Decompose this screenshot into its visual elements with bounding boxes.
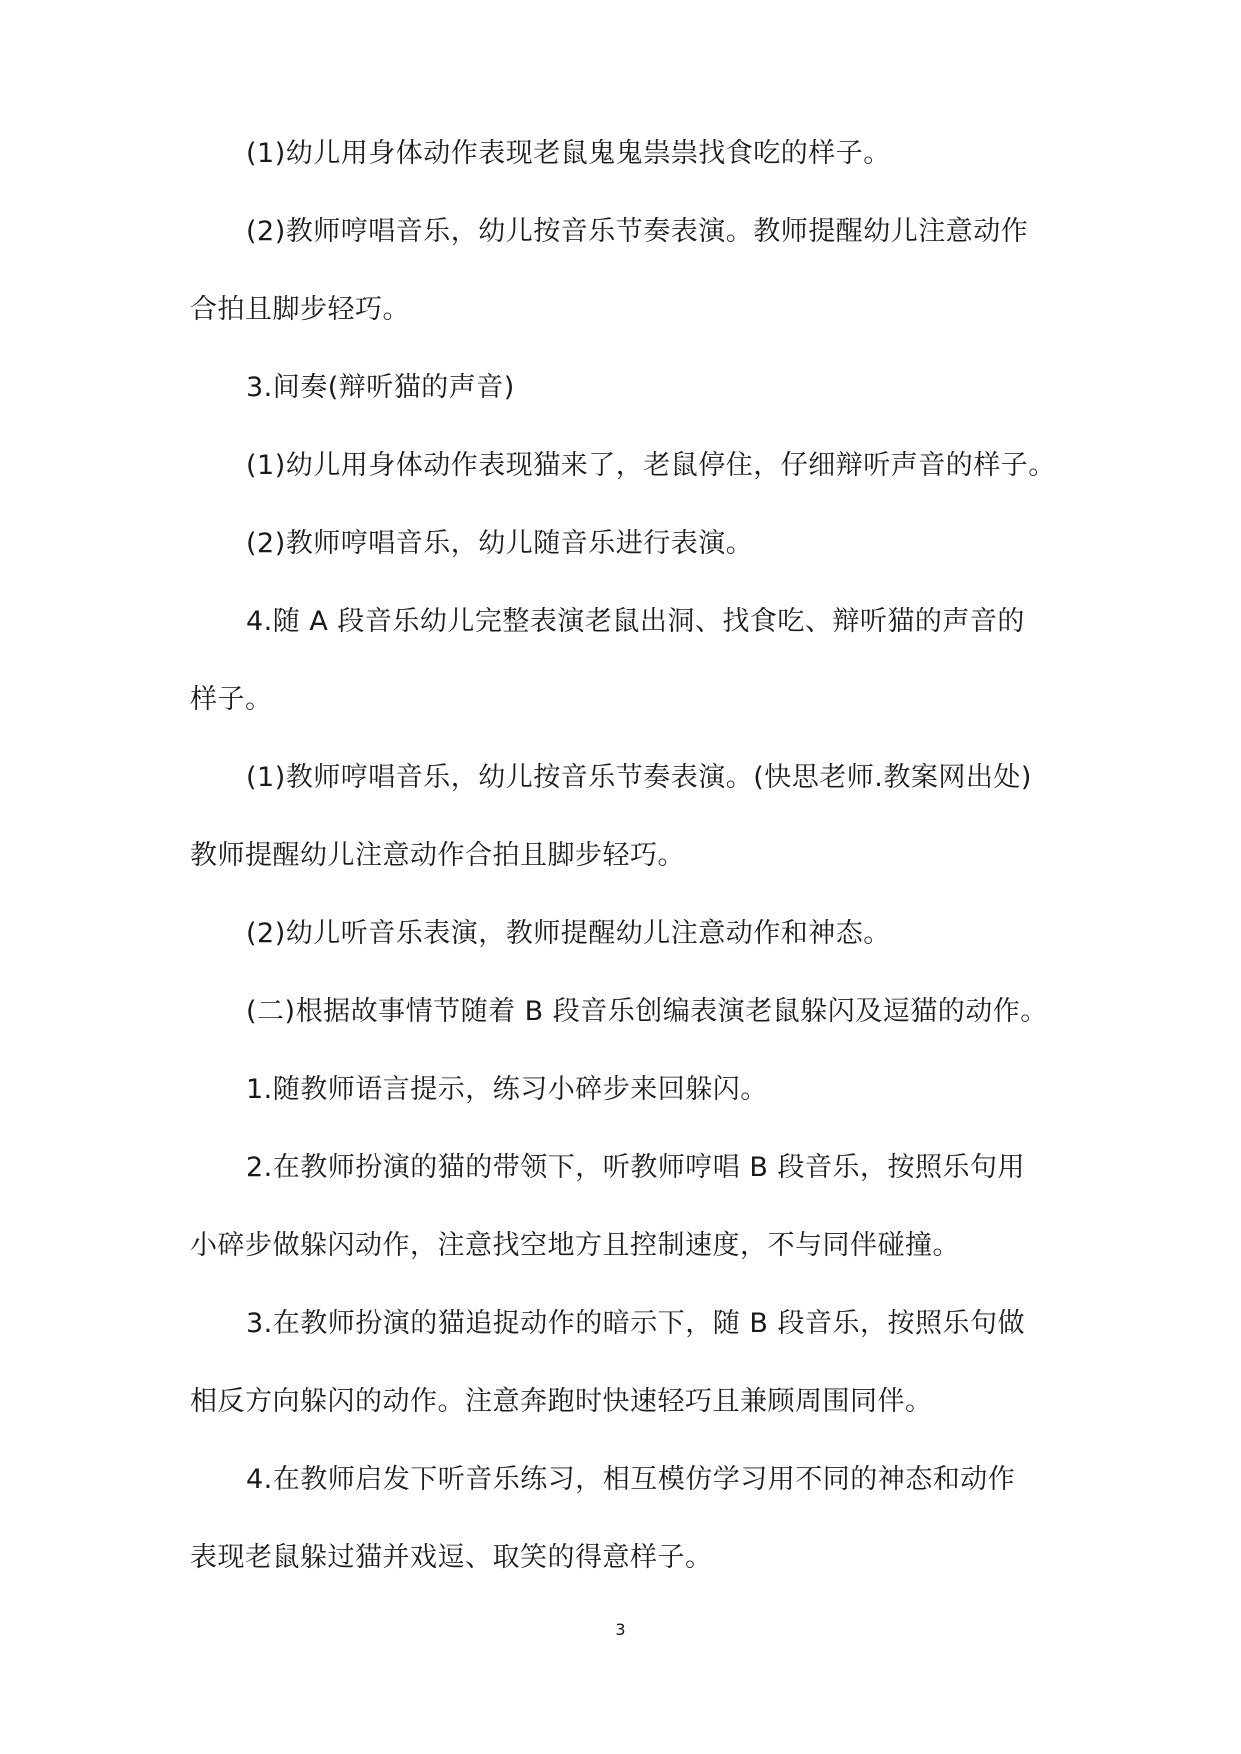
paragraph-line-10: 教师提醒幼儿注意动作合拍且脚步轻巧。: [190, 840, 685, 871]
paragraph-line-1: (1)幼儿用身体动作表现老鼠鬼鬼祟祟找食吃的样子。: [246, 138, 891, 169]
page-number: 3: [615, 1620, 626, 1639]
paragraph-line-11: (2)幼儿听音乐表演，教师提醒幼儿注意动作和神态。: [246, 918, 891, 949]
section-heading-interlude: 3.间奏(辩听猫的声音): [246, 372, 515, 403]
paragraph-line-7: 4.随 A 段音乐幼儿完整表演老鼠出洞、找食吃、辩听猫的声音的: [246, 606, 1025, 637]
paragraph-line-8: 样子。: [190, 684, 273, 715]
paragraph-line-14: 2.在教师扮演的猫的带领下，听教师哼唱 B 段音乐，按照乐句用: [246, 1152, 1025, 1183]
paragraph-line-18: 4.在教师启发下听音乐练习，相互模仿学习用不同的神态和动作: [246, 1464, 1016, 1495]
section-heading-b-section: (二)根据故事情节随着 B 段音乐创编表演老鼠躲闪及逗猫的动作。: [246, 996, 1048, 1027]
paragraph-line-6: (2)教师哼唱音乐，幼儿随音乐进行表演。: [246, 528, 754, 559]
paragraph-line-16: 3.在教师扮演的猫追捉动作的暗示下，随 B 段音乐，按照乐句做: [246, 1308, 1025, 1339]
paragraph-line-2: (2)教师哼唱音乐，幼儿按音乐节奏表演。教师提醒幼儿注意动作: [246, 216, 1029, 247]
paragraph-line-17: 相反方向躲闪的动作。注意奔跑时快速轻巧且兼顾周围同伴。: [190, 1386, 933, 1417]
paragraph-line-5: (1)幼儿用身体动作表现猫来了，老鼠停住，仔细辩听声音的样子。: [246, 450, 1056, 481]
paragraph-line-19: 表现老鼠躲过猫并戏逗、取笑的得意样子。: [190, 1542, 713, 1573]
paragraph-line-13: 1.随教师语言提示，练习小碎步来回躲闪。: [246, 1074, 768, 1105]
paragraph-line-3: 合拍且脚步轻巧。: [190, 294, 410, 325]
paragraph-line-9: (1)教师哼唱音乐，幼儿按音乐节奏表演。(快思老师.教案网出处): [246, 762, 1032, 793]
paragraph-line-15: 小碎步做躲闪动作，注意找空地方且控制速度，不与同伴碰撞。: [190, 1230, 960, 1261]
